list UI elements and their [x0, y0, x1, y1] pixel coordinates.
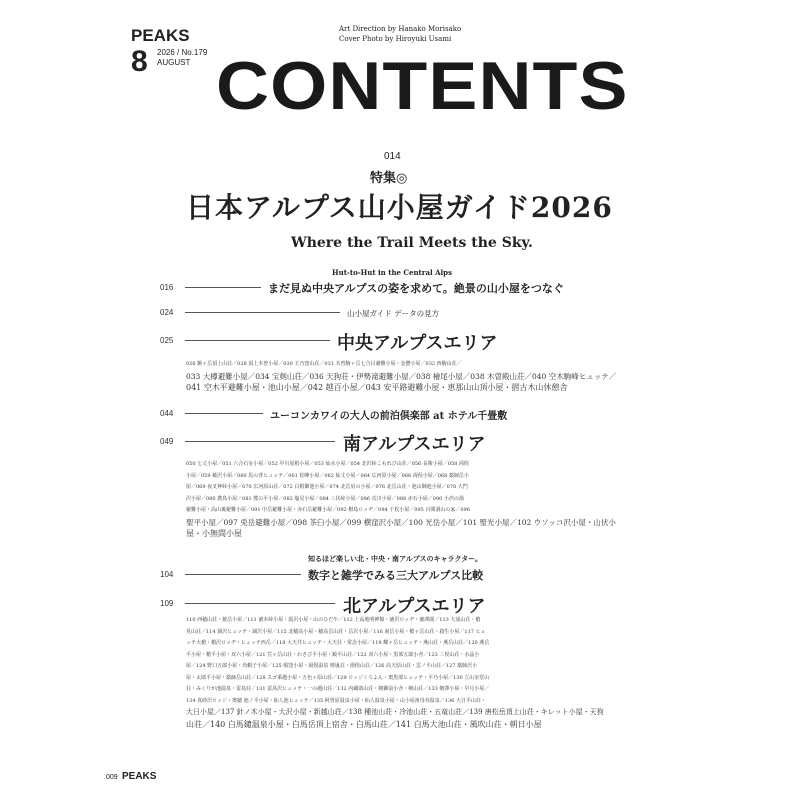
hut-list-line: 山荘／140 白馬鑓温泉小屋・白馬岳頂上宿舎・白馬山荘／141 白馬大池山荘・風吹山荘・朝日小屋	[186, 719, 542, 729]
entry-page-number: 025	[160, 336, 174, 345]
entry-rule	[185, 340, 330, 341]
magazine-logo: PEAKS	[131, 26, 190, 45]
entry-page-number: 104	[160, 570, 174, 579]
entry-rule	[185, 603, 335, 604]
entry-kicker: 知るほど楽しい北・中央・南アルプスのキャラクター。	[308, 554, 483, 563]
entry-rule	[185, 287, 261, 288]
entry-kicker: Hut-to-Hut in the Central Alps	[332, 268, 453, 277]
hut-list-line: 荘・みくりが池温泉・雷鳥荘／131 雷鳥沢ヒュッテ・一の越山荘／132 内蔵助山荘・剱御前小舎・剱山荘／133 剱澤小屋・早月小屋／	[186, 686, 490, 692]
hut-list-line: 小屋／059 薮沢小屋／060 馬の背ヒュッテ／061 松峰小屋／062 仙丈小屋／064 広河原小屋／066 両俣小屋／068 薬師岳小	[186, 472, 469, 479]
hut-list-line: 沢小屋／080 農鳥小屋／081 熊の平小屋／082 塩見小屋／084 三伏峠小屋／086 荒川小屋／088 赤石小屋／090 小渋の湯	[186, 495, 464, 502]
hut-list-line: 屋／069 夜叉神峠小屋／070 広河原山荘／072 白根御池小屋／074 北岳肩の小屋／076 北岳山荘・池山御池小屋／078 大門	[186, 484, 468, 490]
hut-list-north	[186, 615, 604, 730]
art-direction-credit: Art Direction by Hanako Morisako	[339, 25, 462, 33]
entry-page-number: 024	[160, 308, 174, 317]
cover-photo-credit: Cover Photo by Hiroyuki Usami	[339, 35, 452, 43]
feature-subtitle: Where the Trail Meets the Sky.	[291, 235, 533, 251]
hut-list-line: 見山荘／114 涸沢ヒュッテ・涸沢小屋／115 北穂高小屋・穂高岳山荘・岳沢小屋／116 南岳小屋・槍ヶ岳山荘・殺生小屋／117 ヒュ	[186, 628, 486, 635]
hut-list-line: 041 空木平避難小屋・池山小屋／042 越百小屋／043 安平路避難小屋・恵那山山頂小屋・摺古木山休憩舎	[186, 383, 568, 392]
page-title: CONTENTS	[216, 48, 629, 124]
entry-rule	[185, 312, 340, 313]
hut-list-line: 033 大樽避難小屋／034 宝剣山荘／036 天狗荘・伊勢滝避難小屋／038 檜尾小屋／038 木曽殿山荘／040 空木駒峰ヒュッテ／	[186, 371, 617, 381]
area-title-north[interactable]: 北アルプスエリア	[343, 596, 486, 617]
area-title-central[interactable]: 中央アルプスエリア	[337, 333, 498, 354]
toc-entry-title[interactable]: 数字と雑学でみる三大アルプス比較	[308, 569, 484, 582]
hut-list-line: 110 西穂山荘・焼岳小屋／111 徳本峠小屋・霞沢小屋・山のひだや／112 上高地明神館・徳沢ロッヂ・徳澤園／113 大滝山荘・槍	[186, 617, 481, 623]
issue-month: AUGUST	[157, 58, 191, 67]
entry-rule	[185, 441, 335, 442]
entry-rule	[185, 413, 263, 414]
area-title-south[interactable]: 南アルプスエリア	[343, 434, 486, 455]
hut-list-line: ッテ大槍・槍沢ロッヂ・ヒュッテ西岳／118 大天井ヒュッテ・大天荘・常念小屋／119 蝶ヶ岳ヒュッテ・燕山荘・燕岳山荘／120 燕岳	[186, 640, 490, 646]
hut-list-line: 050 七丈小屋／051 六合石室小屋／052 早川尾根小屋／053 仙水小屋／054 北沢峠こもれび山荘／056 長衛小屋／058 両俣	[186, 461, 469, 467]
hut-list-line: 平小屋・槍平小屋・双六小屋／121 笠ヶ岳山荘・わさび平小屋・鏡平山荘／122 双六小屋・黒部五郎小舎／123 三俣山荘・水晶小	[186, 651, 480, 658]
feature-label: 特集◎	[370, 171, 408, 186]
entry-page-number: 044	[160, 409, 174, 418]
footer-page-number: 009	[106, 774, 118, 781]
hut-list-line: 避難小屋・高山裏避難小屋／091 中岳避難小屋・赤石岳避難小屋／092 椹島ロッヂ／094 千枚小屋／095 百間洞山の家／096	[186, 507, 470, 513]
toc-entry-title[interactable]: ユーコンカワイの大人の前泊倶楽部 at ホテル千畳敷	[270, 411, 508, 422]
toc-entry-title[interactable]: 山小屋ガイド データの見方	[347, 309, 440, 318]
feature-title[interactable]: 日本アルプス山小屋ガイド2026	[186, 191, 613, 224]
issue-month-number: 8	[131, 45, 148, 78]
hut-list-line: 大日小屋／137 針ノ木小屋・大沢小屋・新越山荘／138 種池山荘・冷池山荘・五竜山荘／139 唐松岳頂上山荘・キレット小屋・天狗	[186, 708, 604, 716]
hut-list-central	[186, 359, 616, 394]
hut-list-line: 屋／124 野口五郎小屋・烏帽子小屋／125 船窪小屋・湯俣温泉 晴嵐荘・湯俣山荘／126 高天原山荘・雲ノ平山荘／127 薬師沢小	[186, 663, 478, 669]
footer-logo: PEAKS	[122, 771, 157, 782]
hut-list-line: 聖平小屋／097 兎岳避難小屋／098 茶臼小屋／099 横窪沢小屋／100 光岳小屋／101 聖光小屋／102 ウソッコ沢小屋・山伏小	[186, 517, 616, 527]
entry-page-number: 016	[160, 283, 174, 292]
hut-list-line: 026 駒ヶ岳頂上山荘／028 頂上木曽小屋／030 玉乃窪山荘／031 木曽駒ヶ岳七合目避難小屋・金懸小屋／032 西駒山荘／	[186, 361, 462, 367]
entry-page-number: 049	[160, 437, 174, 446]
entry-rule	[185, 574, 301, 575]
hut-list-line: 屋・小無間小屋	[186, 529, 242, 538]
hut-list-south	[186, 459, 616, 540]
feature-page-number: 014	[384, 151, 401, 162]
issue-number: 2026 / No.179	[157, 48, 208, 57]
hut-list-line: 134 真砂沢ロッジ・奥穂 池ノ平小屋・仙人池ヒュッテ／135 阿曽原温泉小屋・仙人温泉小屋・山小屋祖母谷温泉／136 大日平山荘・	[186, 697, 486, 704]
entry-page-number: 109	[160, 599, 174, 608]
hut-list-line: 屋・太郎平小屋・薬師岳山荘／128 スゴ乗越小屋・五色ヶ原山荘／129 ロッジくろよん・奥黒部ヒュッテ・平乃小屋／130 立山室堂山	[186, 674, 490, 681]
toc-entry-title[interactable]: まだ見ぬ中央アルプスの姿を求めて。絶景の山小屋をつなぐ	[268, 282, 564, 295]
